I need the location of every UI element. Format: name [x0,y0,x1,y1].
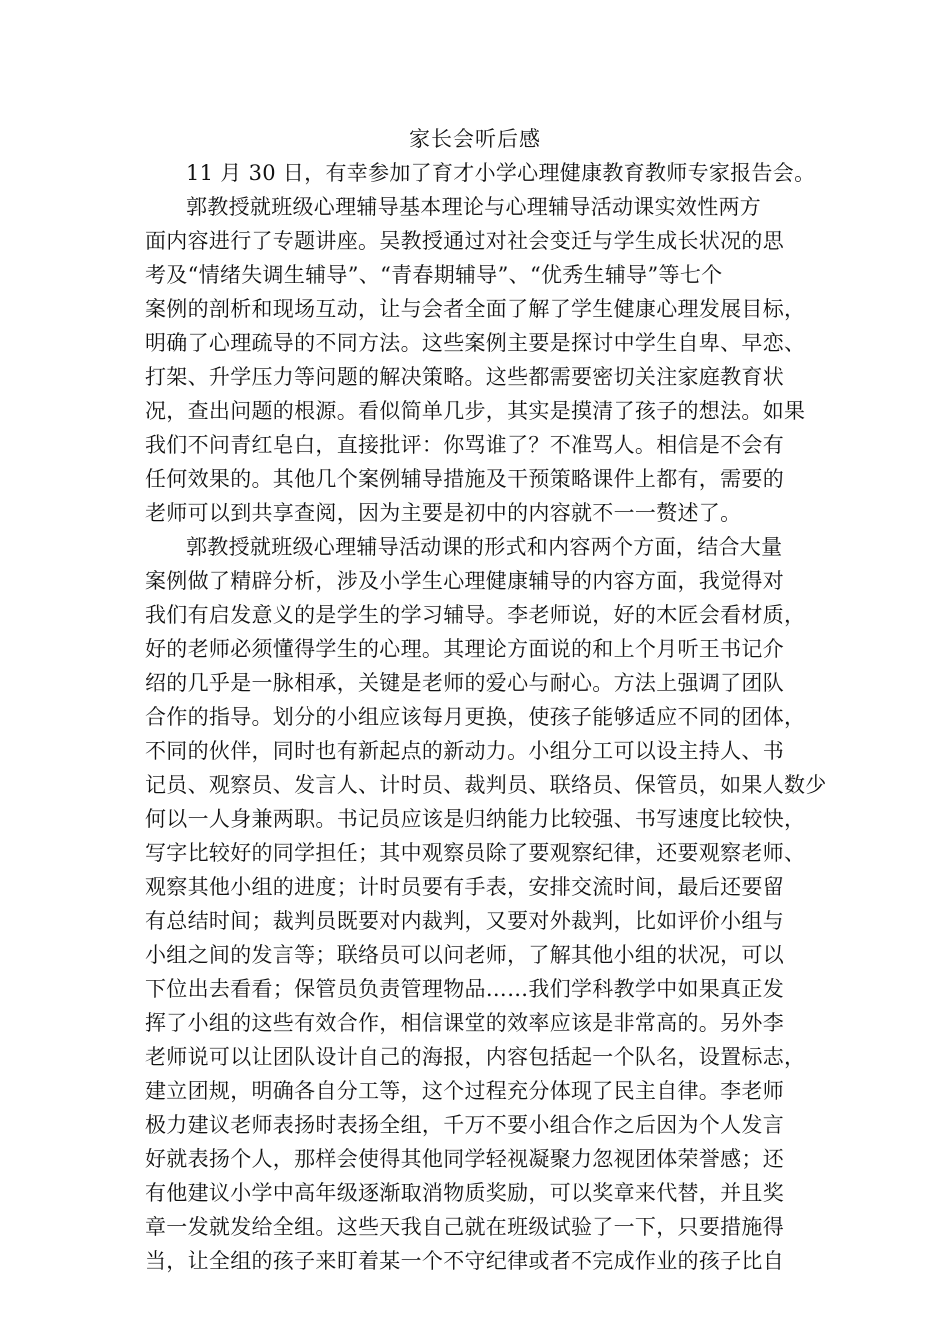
text-line: 考及“情绪失调生辅导”、“青春期辅导”、“优秀生辅导”等七个 [145,263,723,287]
text-line: 建立团规，明确各自分工等，这个过程充分体现了民主自律。李老师 [145,1079,784,1103]
text-line: 好的老师必须懂得学生的心理。其理论方面说的和上个月听王书记介 [145,637,784,661]
text-line: 面内容进行了专题讲座。吴教授通过对社会变迁与学生成长状况的思 [145,229,784,253]
text-line: 章一发就发给全组。这些天我自己就在班级试验了一下，只要措施得 [145,1215,784,1239]
text-line: 11 月 30 日，有幸参加了育才小学心理健康教育教师专家报告会。 [186,161,816,185]
text-line: 写字比较好的同学担任；其中观察员除了要观察纪律，还要观察老师、 [145,841,806,865]
text-line: 何以一人身兼两职。书记员应该是归纳能力比较强、书写速度比较快， [145,807,806,831]
text-line: 挥了小组的这些有效合作，相信课堂的效率应该是非常高的。另外李 [145,1011,784,1035]
text-line: 任何效果的。其他几个案例辅导措施及干预策略课件上都有，需要的 [145,467,784,491]
text-line: 郭教授就班级心理辅导活动课的形式和内容两个方面，结合大量 [186,535,783,559]
text-line: 明确了心理疏导的不同方法。这些案例主要是探讨中学生自卑、早恋、 [145,331,806,355]
text-line: 案例的剖析和现场互动，让与会者全面了解了学生健康心理发展目标， [145,297,806,321]
text-line: 老师可以到共享查阅，因为主要是初中的内容就不一一赘述了。 [145,501,742,525]
text-line: 记员、观察员、发言人、计时员、裁判员、联络员、保管员，如果人数少 [145,773,827,797]
text-line: 有他建议小学中高年级逐渐取消物质奖励，可以奖章来代替，并且奖 [145,1181,784,1205]
text-line: 案例做了精辟分析，涉及小学生心理健康辅导的内容方面，我觉得对 [145,569,784,593]
text-line: 小组之间的发言等；联络员可以问老师，了解其他小组的状况，可以 [145,943,784,967]
text-line: 老师说可以让团队设计自己的海报，内容包括起一个队名，设置标志， [145,1045,806,1069]
text-line: 我们不问青红皂白，直接批评：你骂谁了？不准骂人。相信是不会有 [145,433,784,457]
text-line: 打架、升学压力等问题的解决策略。这些都需要密切关注家庭教育状 [145,365,784,389]
text-line: 极力建议老师表扬时表扬全组，千万不要小组合作之后因为个人发言 [145,1113,784,1137]
text-line: 有总结时间；裁判员既要对内裁判，又要对外裁判，比如评价小组与 [145,909,784,933]
text-line: 我们有启发意义的是学生的学习辅导。李老师说，好的木匠会看材质， [145,603,806,627]
text-line: 下位出去看看；保管员负责管理物品……我们学科教学中如果真正发 [145,977,784,1001]
text-line: 合作的指导。划分的小组应该每月更换，使孩子能够适应不同的团体， [145,705,806,729]
text-line: 好就表扬个人，那样会使得其他同学轻视凝聚力忽视团体荣誉感；还 [145,1147,784,1171]
document-title: 家长会听后感 [409,127,541,151]
text-line: 况，查出问题的根源。看似简单几步，其实是摸清了孩子的想法。如果 [145,399,806,423]
text-line: 绍的几乎是一脉相承，关键是老师的爱心与耐心。方法上强调了团队 [145,671,784,695]
text-line: 观察其他小组的进度；计时员要有手表，安排交流时间，最后还要留 [145,875,784,899]
text-line: 不同的伙伴，同时也有新起点的新动力。小组分工可以设主持人、书 [145,739,784,763]
text-line: 当，让全组的孩子来盯着某一个不守纪律或者不完成作业的孩子比自 [145,1249,784,1273]
text-line: 郭教授就班级心理辅导基本理论与心理辅导活动课实效性两方 [186,195,762,219]
